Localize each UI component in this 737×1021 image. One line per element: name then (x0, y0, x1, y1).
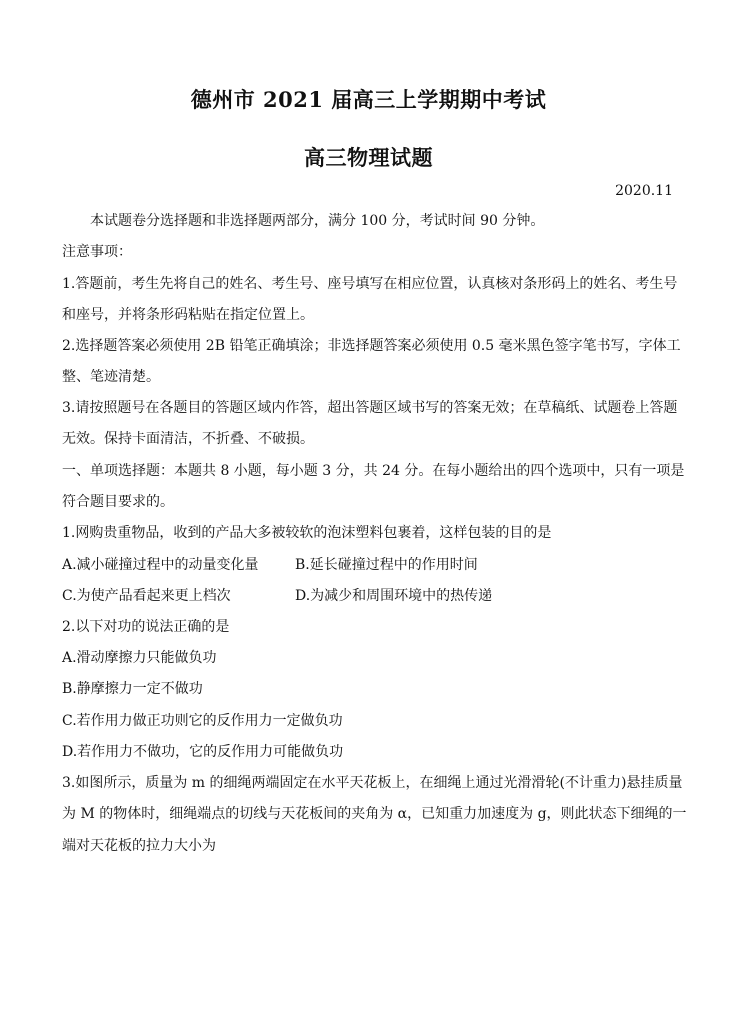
question-1-option-c: C.为使产品看起来更上档次 (62, 588, 231, 604)
notice-heading: 注意事项： (62, 244, 132, 260)
notice-item-2-line-1: 2.选择题答案必须使用 2B 铅笔正确填涂；非选择题答案必须使用 0.5 毫米黑色签字笔书写，字体工 (62, 338, 681, 354)
question-1-option-d: D.为减少和周围环境中的热传递 (295, 588, 493, 604)
notice-item-1-line-1: 1.答题前，考生先将自己的姓名、考生号、座号填写在相应位置，认真核对条形码上的姓名、考生号 (62, 276, 678, 292)
question-3-line-3: 端对天花板的拉力大小为 (62, 838, 216, 854)
section-1-heading-line-1: 一、单项选择题：本题共 8 小题，每小题 3 分，共 24 分。在每小题给出的四个选项中，只有一项是 (62, 463, 685, 479)
question-1-stem: 1.网购贵重物品，收到的产品大多被较软的泡沫塑料包裹着，这样包装的目的是 (62, 525, 552, 541)
intro-text: 本试题卷分选择题和非选择题两部分，满分 100 分，考试时间 90 分钟。 (90, 213, 545, 229)
question-1-option-a: A.减小碰撞过程中的动量变化量 (62, 557, 259, 573)
section-1-heading-line-2: 符合题目要求的。 (62, 494, 174, 510)
notice-item-2-line-2: 整、笔迹清楚。 (62, 369, 160, 385)
question-2-option-a: A.滑动摩擦力只能做负功 (62, 650, 217, 666)
exam-title: 德州市 2021 届高三上学期期中考试 (190, 87, 547, 112)
question-2-option-c: C.若作用力做正功则它的反作用力一定做负功 (62, 713, 343, 729)
question-3-line-2: 为 M 的物体时，细绳端点的切线与天花板间的夹角为 α，已知重力加速度为 g，则此状态下细绳的一 (62, 806, 687, 822)
question-2-option-b: B.静摩擦力一定不做功 (62, 681, 203, 697)
exam-date: 2020.11 (615, 183, 673, 199)
exam-subtitle: 高三物理试题 (304, 145, 433, 170)
question-2-option-d: D.若作用力不做功，它的反作用力可能做负功 (62, 744, 344, 760)
notice-item-3-line-1: 3.请按照题号在各题目的答题区域内作答，超出答题区域书写的答案无效；在草稿纸、试题卷上答题 (62, 400, 678, 416)
notice-item-1-line-2: 和座号，并将条形码粘贴在指定位置上。 (62, 307, 314, 323)
question-3-line-1: 3.如图所示，质量为 m 的细绳两端固定在水平天花板上，在细绳上通过光滑滑轮(不计重力)悬挂质量 (62, 775, 683, 791)
question-2-stem: 2.以下对功的说法正确的是 (62, 619, 230, 635)
question-1-option-b: B.延长碰撞过程中的作用时间 (295, 557, 478, 573)
notice-item-3-line-2: 无效。保持卡面清洁，不折叠、不破损。 (62, 431, 314, 447)
